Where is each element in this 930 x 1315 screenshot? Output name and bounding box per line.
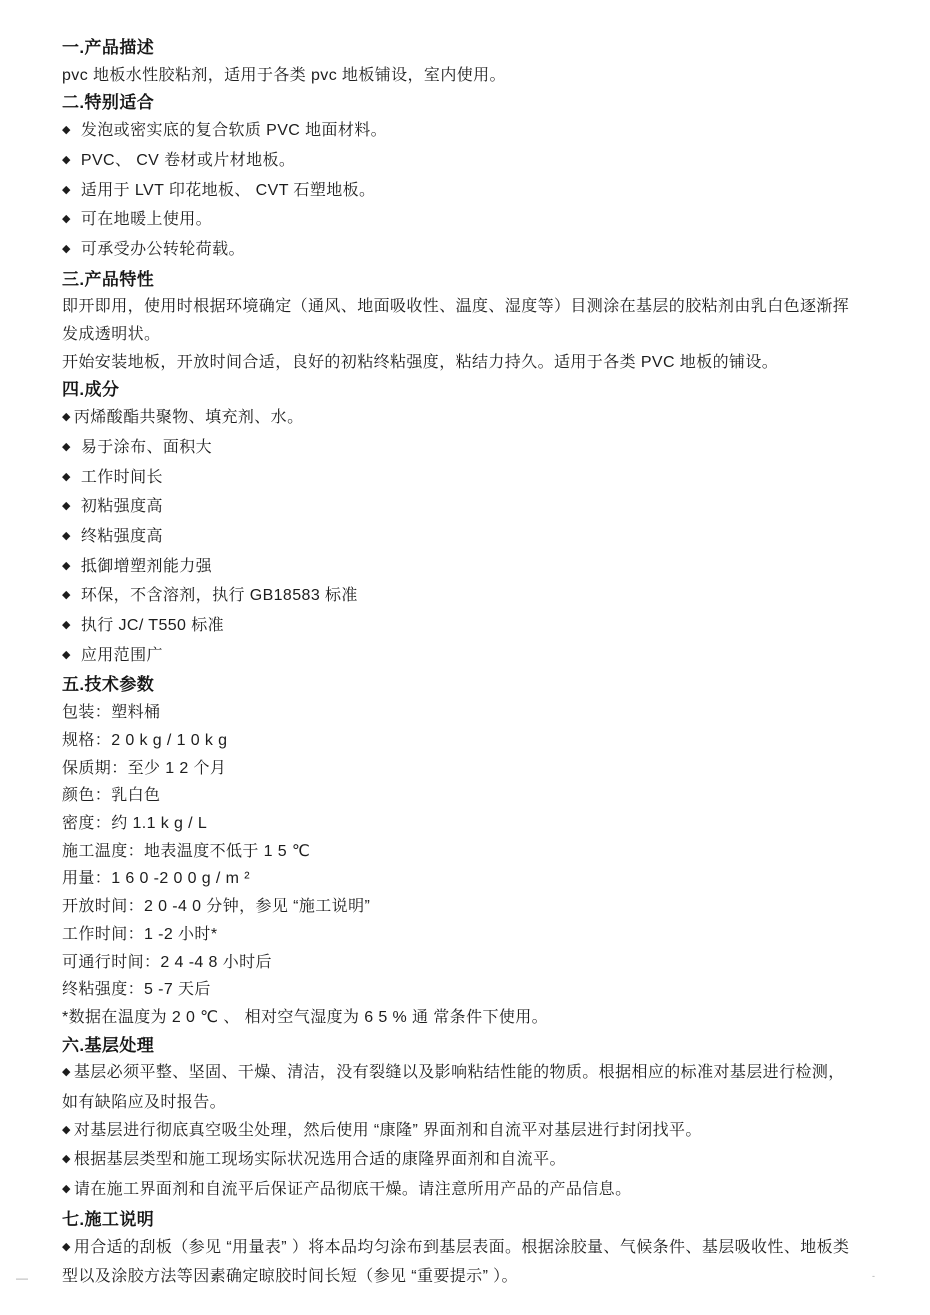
diamond-bullet-icon: ◆ bbox=[62, 440, 71, 453]
document-body bbox=[62, 34, 854, 1291]
diamond-bullet-icon: ◆ bbox=[62, 124, 71, 137]
param-line-walkable-time: 可通行时间：2 4 -4 8 小时后 bbox=[62, 953, 272, 971]
section-technical-parameters bbox=[62, 671, 854, 1031]
bullet-text: 请在施工界面剂和自流平后保证产品彻底干燥。请注意所用产品的产品信息。 bbox=[73, 1181, 632, 1199]
diamond-bullet-icon: ◆ bbox=[62, 1123, 71, 1136]
bullet-text: 易于涂布、面积大 bbox=[80, 438, 213, 456]
section-heading: 五.技术参数 bbox=[62, 675, 155, 695]
param-line-working-time: 工作时间：1 -2 小时* bbox=[62, 925, 218, 943]
param-line-packaging: 包装：塑料桶 bbox=[62, 704, 161, 722]
bullet-text: 初粘强度高 bbox=[80, 498, 163, 516]
bullet-item bbox=[62, 236, 854, 266]
paragraph: pvc 地板水性胶粘剂，适用于各类 pvc 地板铺设，室内使用。 bbox=[62, 66, 506, 84]
bullet-item bbox=[62, 177, 854, 207]
section-heading: 二.特别适合 bbox=[62, 93, 155, 113]
bullet-item bbox=[62, 582, 854, 612]
bullet-text: 对基层进行彻底真空吸尘处理，然后使用 “康隆” 界面剂和自流平对基层进行封闭找平。 bbox=[73, 1121, 702, 1139]
diamond-bullet-icon: ◆ bbox=[62, 153, 71, 166]
bullet-item bbox=[62, 464, 854, 494]
bullet-text: 发泡或密实底的复合软质 PVC 地面材料。 bbox=[80, 122, 388, 140]
diamond-bullet-icon: ◆ bbox=[62, 183, 71, 196]
bullet-item bbox=[62, 493, 854, 523]
section-substrate-preparation bbox=[62, 1032, 854, 1206]
bullet-item bbox=[62, 1234, 854, 1291]
bullet-item bbox=[62, 404, 854, 434]
section-composition bbox=[62, 376, 854, 671]
bullet-text: 环保，不含溶剂，执行 GB18583 标准 bbox=[80, 587, 358, 605]
bullet-text: 适用于 LVT 印花地板、 CVT 石塑地板。 bbox=[80, 181, 376, 199]
section-especially-suitable bbox=[62, 89, 854, 265]
bullet-text: PVC、 CV 卷材或片材地板。 bbox=[80, 151, 296, 169]
section-heading: 七.施工说明 bbox=[62, 1209, 155, 1229]
diamond-bullet-icon: ◆ bbox=[62, 470, 71, 483]
bullet-item bbox=[62, 147, 854, 177]
bullet-text: 执行 JC/ T550 标准 bbox=[80, 617, 224, 635]
diamond-bullet-icon: ◆ bbox=[62, 619, 71, 632]
diamond-bullet-icon: ◆ bbox=[62, 559, 71, 572]
bullet-text: 基层必须平整、坚固、干燥、清洁，没有裂缝以及影响粘结性能的物质。根据相应的标准对基层进行检测，如有缺陷应及时报告。 bbox=[62, 1064, 845, 1112]
bullet-item bbox=[62, 434, 854, 464]
bullet-item bbox=[62, 612, 854, 642]
param-line-specification: 规格：2 0 k g / 1 0 k g bbox=[62, 731, 228, 749]
diamond-bullet-icon: ◆ bbox=[62, 1240, 71, 1253]
section-application-instructions bbox=[62, 1206, 854, 1291]
diamond-bullet-icon: ◆ bbox=[62, 411, 71, 424]
bullet-item bbox=[62, 1146, 854, 1176]
diamond-bullet-icon: ◆ bbox=[62, 1066, 71, 1079]
param-line-consumption: 用量：1 6 0 -2 0 0 g / m ² bbox=[62, 870, 250, 888]
bullet-text: 可在地暖上使用。 bbox=[80, 211, 213, 229]
section-product-description bbox=[62, 34, 854, 89]
param-line-footnote: *数据在温度为 2 0 ℃ 、 相对空气湿度为 6 5 % 通 常条件下使用。 bbox=[62, 1008, 549, 1026]
section-heading: 六.基层处理 bbox=[62, 1035, 155, 1055]
diamond-bullet-icon: ◆ bbox=[62, 500, 71, 513]
param-line-shelf-life: 保质期：至少 1 2 个月 bbox=[62, 759, 227, 777]
section-heading: 一.产品描述 bbox=[62, 38, 155, 57]
bullet-item bbox=[62, 1117, 854, 1147]
diamond-bullet-icon: ◆ bbox=[62, 648, 71, 661]
bullet-item bbox=[62, 206, 854, 236]
bullet-item bbox=[62, 117, 854, 147]
bullet-item bbox=[62, 1176, 854, 1206]
section-product-features bbox=[62, 266, 854, 377]
param-line-final-strength: 终粘强度：5 -7 天后 bbox=[62, 981, 211, 999]
bullet-text: 可承受办公转轮荷载。 bbox=[80, 240, 245, 258]
diamond-bullet-icon: ◆ bbox=[62, 213, 71, 226]
bullet-item bbox=[62, 642, 854, 672]
param-line-density: 密度：约 1.1 k g / L bbox=[62, 814, 208, 832]
bullet-text: 根据基层类型和施工现场实际状况选用合适的康隆界面剂和自流平。 bbox=[73, 1151, 566, 1169]
section-heading: 四.成分 bbox=[62, 380, 120, 400]
bullet-text: 终粘强度高 bbox=[80, 527, 163, 545]
bullet-item bbox=[62, 553, 854, 583]
section-heading: 三.产品特性 bbox=[62, 269, 155, 289]
bullet-text: 抵御增塑剂能力强 bbox=[80, 557, 213, 575]
bullet-text: 丙烯酸酯共聚物、填充剂、水。 bbox=[73, 409, 304, 427]
diamond-bullet-icon: ◆ bbox=[62, 589, 71, 602]
bullet-item bbox=[62, 1059, 854, 1116]
bullet-text: 应用范围广 bbox=[80, 646, 163, 664]
bullet-item bbox=[62, 523, 854, 553]
page-edge-mark-left: — bbox=[16, 1271, 28, 1285]
diamond-bullet-icon: ◆ bbox=[62, 1183, 71, 1196]
page-edge-mark-right: - bbox=[872, 1271, 875, 1281]
param-line-application-temperature: 施工温度：地表温度不低于 1 5 ℃ bbox=[62, 842, 311, 860]
param-line-open-time: 开放时间：2 0 -4 0 分钟，参见 “施工说明” bbox=[62, 898, 371, 916]
diamond-bullet-icon: ◆ bbox=[62, 242, 71, 255]
bullet-text: 用合适的刮板（参见 “用量表” ）将本品均匀涂布到基层表面。根据涂胶量、气候条件、基层吸收性、地板类型以及涂胶方法等因素确定晾胶时间长短（参见 “重要提示” ）。 bbox=[62, 1238, 850, 1286]
diamond-bullet-icon: ◆ bbox=[62, 1153, 71, 1166]
diamond-bullet-icon: ◆ bbox=[62, 529, 71, 542]
param-line-color: 颜色：乳白色 bbox=[62, 787, 161, 805]
bullet-text: 工作时间长 bbox=[80, 468, 163, 486]
paragraph: 即开即用，使用时根据环境确定（通风、地面吸收性、温度、湿度等）目测涂在基层的胶粘剂由乳白色逐渐挥发成透明状。 bbox=[62, 298, 850, 344]
paragraph: 开始安装地板，开放时间合适，良好的初粘终粘强度，粘结力持久。适用于各类 PVC 地板的铺设。 bbox=[62, 353, 779, 371]
